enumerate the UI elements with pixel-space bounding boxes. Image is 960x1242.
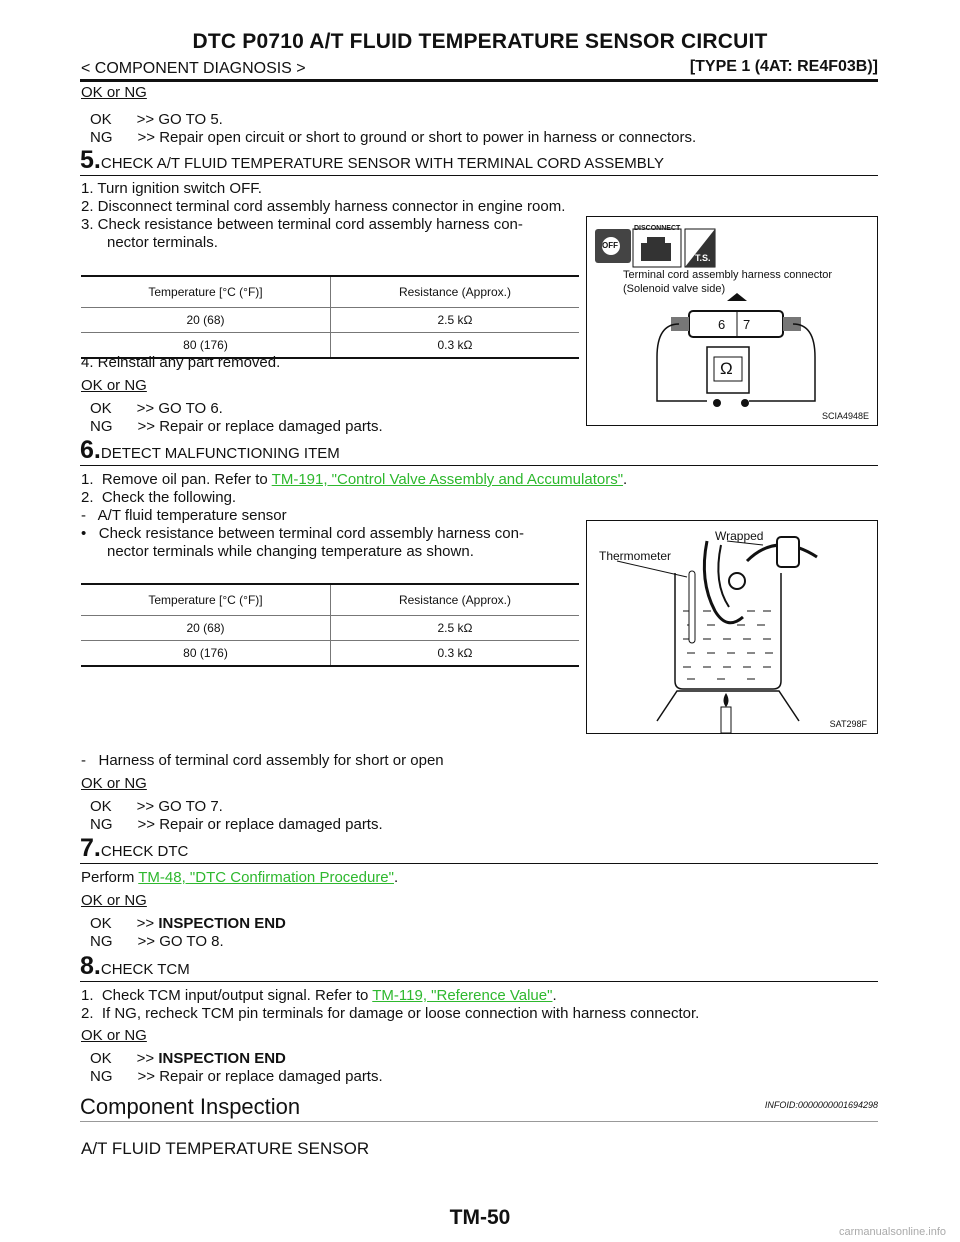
table-cell: 20 (68) bbox=[81, 308, 331, 333]
result-label: OK or NG bbox=[81, 1027, 147, 1044]
list-item: 3. Check resistance between terminal cord assembly harness con- bbox=[81, 216, 523, 233]
disconnect-tag: DISCONNECT bbox=[634, 225, 681, 232]
subsection-heading: A/T FLUID TEMPERATURE SENSOR bbox=[81, 1139, 370, 1158]
step-5-heading bbox=[80, 146, 664, 175]
table-cell: 0.3 kΩ bbox=[331, 641, 580, 667]
list-item: nector terminals. bbox=[107, 234, 218, 251]
text: Perform bbox=[81, 869, 139, 886]
text: OK >> bbox=[90, 915, 159, 932]
step-7-heading bbox=[80, 834, 188, 863]
step-number: 7. bbox=[80, 834, 101, 862]
step-number: 6. bbox=[80, 436, 101, 464]
figure-caption: Terminal cord assembly harness connector bbox=[623, 269, 833, 281]
table-cell: 2.5 kΩ bbox=[331, 616, 580, 641]
list-item: 2. Disconnect terminal cord assembly harness connector in engine room. bbox=[81, 198, 566, 215]
resistance-table bbox=[81, 583, 579, 667]
pin-label: 6 bbox=[718, 317, 726, 332]
control-valve-link[interactable]: TM-191, "Control Valve Assembly and Accumulators" bbox=[271, 471, 624, 488]
candle-icon bbox=[721, 707, 731, 733]
result-ok: OK >> GO TO 7. bbox=[90, 798, 223, 815]
text: INSPECTION END bbox=[158, 1050, 286, 1067]
result-ok bbox=[90, 915, 286, 933]
step-title: CHECK TCM bbox=[100, 961, 190, 978]
result-ok: OK >> GO TO 5. bbox=[90, 111, 223, 128]
table-cell: 2.5 kΩ bbox=[331, 308, 580, 333]
result-label: OK or NG bbox=[81, 775, 147, 792]
text: OK >> bbox=[90, 1050, 159, 1067]
sensor-icon bbox=[729, 573, 745, 589]
figure-code: SAT298F bbox=[829, 719, 867, 729]
result-label: OK or NG bbox=[81, 892, 147, 909]
list-item: - A/T fluid temperature sensor bbox=[81, 507, 287, 524]
list-item: 1. Turn ignition switch OFF. bbox=[81, 180, 262, 197]
off-tag: OFF bbox=[602, 241, 618, 250]
step-title: DETECT MALFUNCTIONING ITEM bbox=[100, 445, 340, 462]
step-6-heading bbox=[80, 436, 340, 465]
wrapped-label: Wrapped bbox=[715, 529, 764, 543]
section-label: < COMPONENT DIAGNOSIS > bbox=[81, 60, 306, 77]
result-ng: NG >> Repair open circuit or short to ground or short to power in harness or connectors. bbox=[90, 129, 697, 146]
step-number: 5. bbox=[80, 146, 101, 174]
table-header: Temperature [°C (°F)] bbox=[81, 584, 331, 616]
thermometer-icon bbox=[689, 571, 695, 643]
figure-caption: (Solenoid valve side) bbox=[623, 283, 726, 295]
result-ng: NG >> Repair or replace damaged parts. bbox=[90, 418, 383, 435]
list-item: • Check resistance between terminal cord assembly harness con- bbox=[81, 525, 524, 542]
dtc-confirmation-link[interactable]: TM-48, "DTC Confirmation Procedure" bbox=[138, 869, 394, 886]
list-item: - Harness of terminal cord assembly for short or open bbox=[81, 752, 444, 769]
ts-tag: T.S. bbox=[695, 253, 711, 263]
model-label: [TYPE 1 (4AT: RE4F03B)] bbox=[689, 58, 878, 75]
table-header: Temperature [°C (°F)] bbox=[81, 276, 331, 308]
table-header: Resistance (Approx.) bbox=[331, 584, 580, 616]
result-ok bbox=[90, 1050, 286, 1068]
step-8-heading bbox=[80, 952, 190, 981]
list-item bbox=[81, 987, 557, 1005]
text: 1. Check TCM input/output signal. Refer to bbox=[81, 987, 373, 1004]
section-heading: Component Inspection bbox=[80, 1094, 301, 1119]
list-item: 4. Reinstall any part removed. bbox=[81, 354, 281, 371]
table-cell: 80 (176) bbox=[81, 333, 331, 359]
step-rule bbox=[80, 465, 878, 466]
result-label: OK or NG bbox=[81, 377, 147, 394]
section-rule bbox=[80, 1121, 878, 1122]
result-ng: NG >> Repair or replace damaged parts. bbox=[90, 816, 383, 833]
watermark: carmanualsonline.info bbox=[838, 1226, 946, 1238]
step-title: CHECK A/T FLUID TEMPERATURE SENSOR WITH TERMINAL CORD ASSEMBLY bbox=[100, 155, 665, 172]
result-ng: NG >> Repair or replace damaged parts. bbox=[90, 1068, 383, 1085]
step-title: CHECK DTC bbox=[100, 843, 189, 860]
thermometer-label: Thermometer bbox=[599, 549, 672, 563]
table-cell: 20 (68) bbox=[81, 616, 331, 641]
ohm-symbol: Ω bbox=[720, 359, 733, 378]
header-rule bbox=[80, 79, 878, 82]
list-item: nector terminals while changing temperature as shown. bbox=[107, 543, 474, 560]
text: . bbox=[393, 869, 399, 886]
resistance-table bbox=[81, 275, 579, 359]
step-number: 8. bbox=[80, 952, 101, 980]
result-ok: OK >> GO TO 6. bbox=[90, 400, 223, 417]
table-header: Resistance (Approx.) bbox=[331, 276, 580, 308]
table-cell: 0.3 kΩ bbox=[331, 333, 580, 359]
text: . bbox=[552, 987, 557, 1004]
page-title: DTC P0710 A/T FLUID TEMPERATURE SENSOR CIRCUIT bbox=[192, 30, 768, 53]
connector-shape bbox=[689, 311, 783, 337]
text: 1. Remove oil pan. Refer to bbox=[81, 471, 272, 488]
connector-figure bbox=[586, 216, 878, 426]
thermometer-figure bbox=[586, 520, 878, 734]
figure-code: SCIA4948E bbox=[821, 411, 869, 421]
list-item bbox=[81, 471, 627, 489]
page-number: TM-50 bbox=[449, 1206, 511, 1229]
table-cell: 80 (176) bbox=[81, 641, 331, 667]
result-ng: NG >> GO TO 8. bbox=[90, 933, 224, 950]
step-rule bbox=[80, 175, 878, 176]
reference-value-link[interactable]: TM-119, "Reference Value" bbox=[372, 987, 553, 1004]
step-rule bbox=[80, 863, 878, 864]
list-item: 2. Check the following. bbox=[81, 489, 237, 506]
info-id: INFOID:0000000001694298 bbox=[764, 1100, 878, 1110]
result-label: OK or NG bbox=[81, 84, 147, 101]
list-item: 2. If NG, recheck TCM pin terminals for damage or loose connection with harness connector. bbox=[81, 1005, 700, 1022]
step-rule bbox=[80, 981, 878, 982]
pin-label: 7 bbox=[743, 317, 751, 332]
text: INSPECTION END bbox=[158, 915, 286, 932]
text: . bbox=[623, 471, 628, 488]
paragraph bbox=[81, 869, 398, 887]
